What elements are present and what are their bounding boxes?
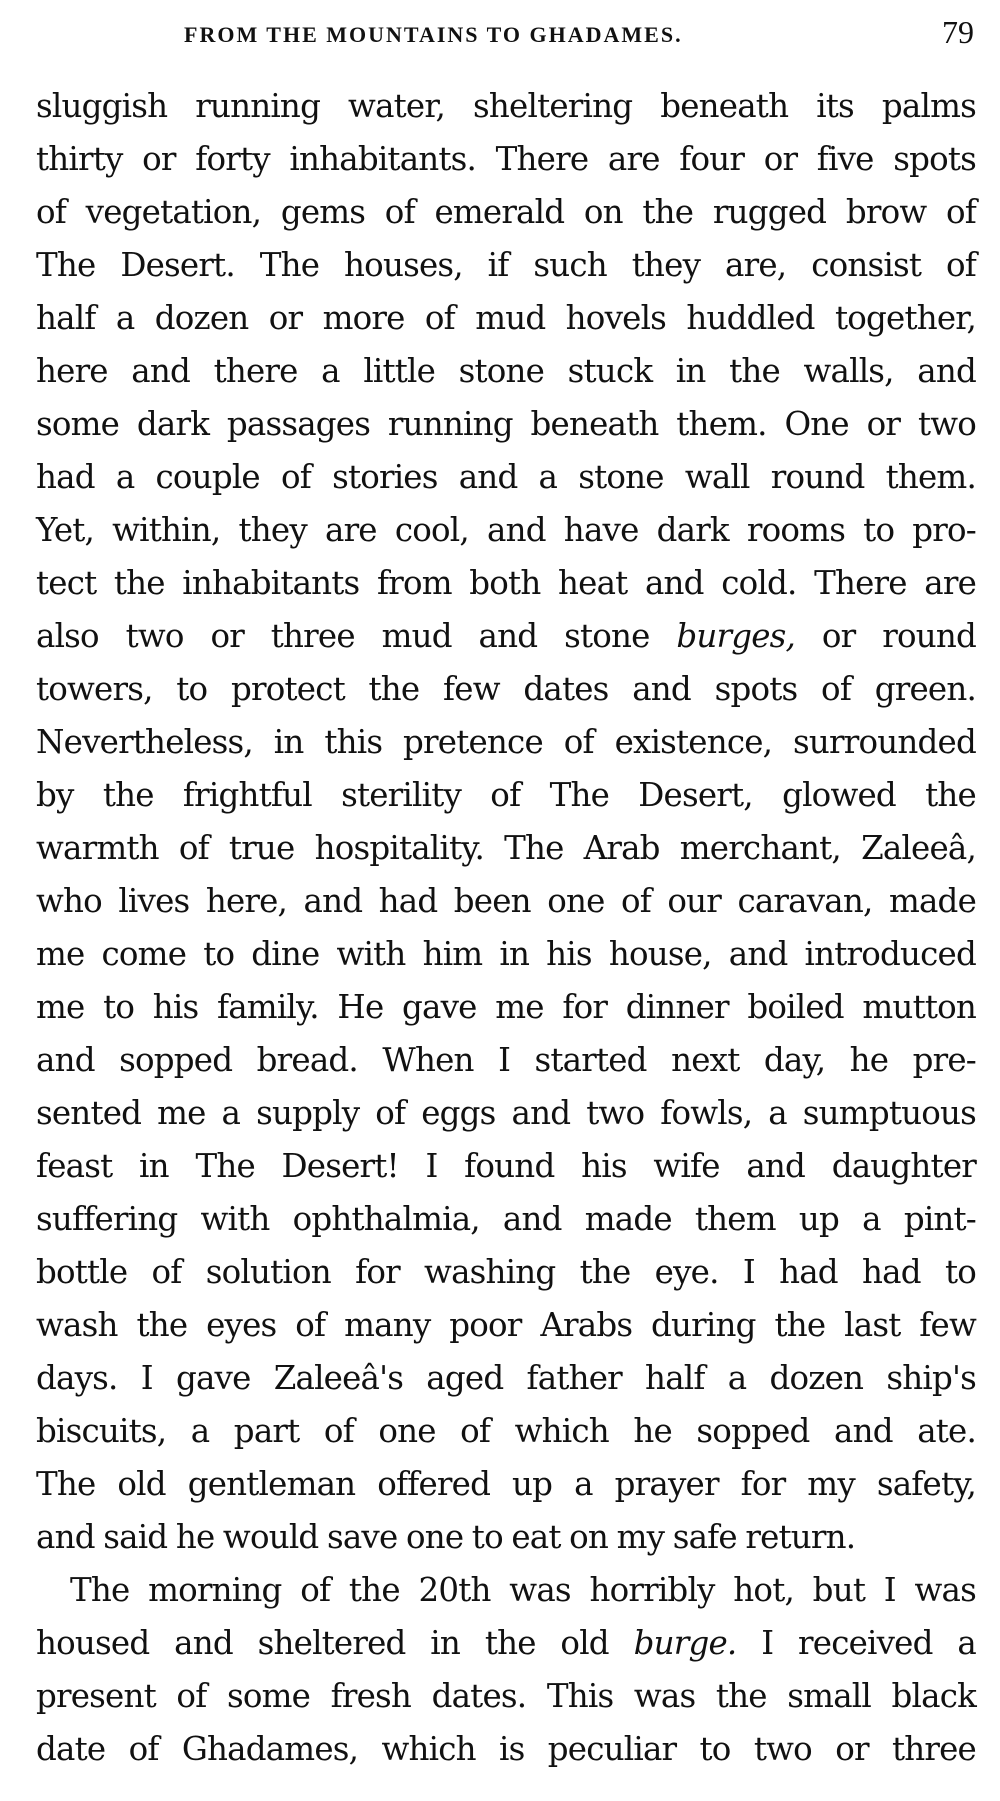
- text-line: biscuits, a part of one of which he sopped and ate.: [36, 1412, 976, 1450]
- page-number: 79: [942, 14, 974, 50]
- italic-word: burge.: [633, 1624, 737, 1662]
- text-line: date of Ghadames, which is peculiar to two or three: [36, 1730, 976, 1768]
- body-text: [36, 80, 976, 1776]
- text-line: of vegetation, gems of emerald on the rugged brow of: [36, 193, 976, 231]
- text-line: wash the eyes of many poor Arabs during the last few: [36, 1306, 976, 1344]
- text-line: me come to dine with him in his house, and introduced: [36, 935, 976, 973]
- text-fragment: or round: [795, 617, 976, 655]
- text-line: and said he would save one to eat on my safe return.: [36, 1518, 856, 1556]
- text-line: The Desert. The houses, if such they are, consist of: [36, 246, 976, 284]
- text-line: sented me a supply of eggs and two fowls, a sumptuous: [36, 1094, 976, 1132]
- text-line: The morning of the 20th was horribly hot, but I was: [70, 1571, 976, 1609]
- text-line-italic-burges: [36, 610, 976, 663]
- text-line: thirty or forty inhabitants. There are four or five spots: [36, 140, 976, 178]
- text-fragment: housed and sheltered in the old: [36, 1624, 634, 1662]
- text-line-italic-burge: [36, 1617, 976, 1670]
- text-line: and sopped bread. When I started next day, he pre-: [36, 1041, 976, 1079]
- text-line: The old gentleman offered up a prayer for my safety,: [36, 1465, 976, 1503]
- text-line: tect the inhabitants from both heat and cold. There are: [36, 564, 976, 602]
- text-fragment: also two or three mud and stone: [36, 617, 677, 655]
- text-line: had a couple of stories and a stone wall round them.: [36, 458, 976, 496]
- text-line: by the frightful sterility of The Desert, glowed the: [36, 776, 976, 814]
- text-line: days. I gave Zaleeâ's aged father half a dozen ship's: [36, 1359, 976, 1397]
- text-line: half a dozen or more of mud hovels huddled together,: [36, 299, 976, 337]
- text-line: present of some fresh dates. This was the small black: [36, 1677, 976, 1715]
- text-fragment: I received a: [736, 1624, 976, 1662]
- text-line: suffering with ophthalmia, and made them up a pint-: [36, 1200, 976, 1238]
- text-line: towers, to protect the few dates and spots of green.: [36, 670, 976, 708]
- text-line: who lives here, and had been one of our caravan, made: [36, 882, 976, 920]
- text-line: Nevertheless, in this pretence of existence, surrounded: [36, 723, 976, 761]
- text-line: some dark passages running beneath them. One or two: [36, 405, 976, 443]
- text-line: sluggish running water, sheltering beneath its palms: [36, 87, 976, 125]
- text-line: feast in The Desert! I found his wife and daughter: [36, 1147, 976, 1185]
- text-line: warmth of true hospitality. The Arab merchant, Zaleeâ,: [36, 829, 976, 867]
- text-line: me to his family. He gave me for dinner boiled mutton: [36, 988, 976, 1026]
- italic-word: burges,: [676, 617, 796, 655]
- text-line: here and there a little stone stuck in the walls, and: [36, 352, 976, 390]
- running-head: [34, 14, 974, 54]
- running-title: FROM THE MOUNTAINS TO GHADAMES.: [184, 22, 683, 47]
- text-line: Yet, within, they are cool, and have dark rooms to pro-: [36, 511, 976, 549]
- text-line: bottle of solution for washing the eye. I had had to: [36, 1253, 976, 1291]
